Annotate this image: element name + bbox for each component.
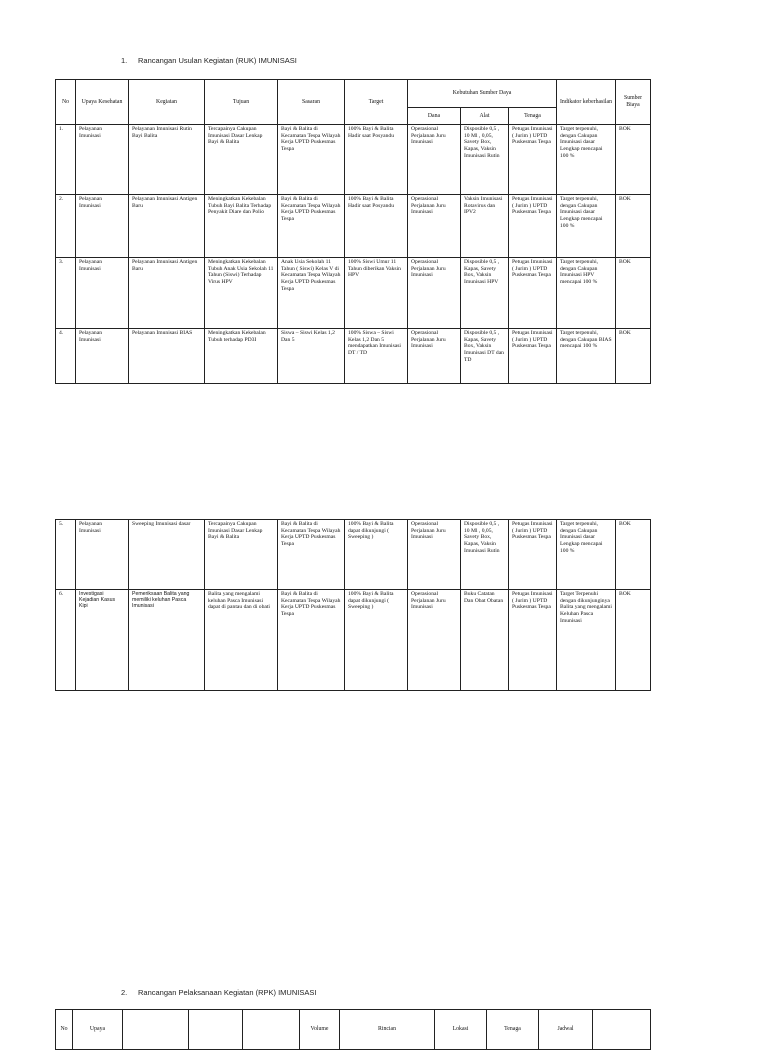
cell-dana: Operasional Perjalanan Juru Imunisasi	[408, 520, 461, 590]
cell-target: 100% Bayi & Balita Hadir saat Posyandu	[345, 125, 408, 195]
cell-tujuan: Meningkatkan Kekebalan Tubuh Anak Usia Sekolah 11 Tahun (Siswi) Terhadap Virus HPV	[205, 258, 278, 329]
rpk-header-row	[56, 1010, 651, 1050]
rpk-header-rincian: Rincian	[340, 1010, 435, 1050]
header-kegiatan: Kegiatan	[129, 80, 205, 125]
header-dana: Dana	[408, 108, 461, 125]
cell-dana: Operasional Perjalanan Juru Imunisasi	[408, 195, 461, 258]
header-target: Target	[345, 80, 408, 125]
cell-tujuan: Tercapainya Cakupan Imunisasi Dasar Lenkap Bayi & Balita	[205, 520, 278, 590]
cell-kegiatan: Sweeping Imunisasi dasar	[129, 520, 205, 590]
cell-no: 5.	[56, 520, 76, 590]
section-1-number: 1.	[121, 56, 128, 65]
cell-tujuan: Meningkatkan Kekebalan Tubuh Bayi Balita Terhadap Penyakit Diare dan Polio	[205, 195, 278, 258]
cell-upaya: Pelayanan Imunisasi	[76, 125, 129, 195]
cell-tenaga: Petugas Imunisasi ( Jurim ) UPTD Puskesmas Tespa	[509, 590, 557, 691]
cell-kegiatan: Pemeriksaan Balita yang memiliki keluhan Pasca Imunisasi	[129, 590, 205, 691]
cell-tujuan: Tercapainya Cakupan Imunisasi Dasar Lenkap Bayi & Balita	[205, 125, 278, 195]
table-row	[56, 329, 651, 384]
cell-no: 6.	[56, 590, 76, 691]
ruk-table-continued	[55, 519, 651, 691]
header-tenaga: Tenaga	[509, 108, 557, 125]
cell-tujuan: Balita yang mengalami keluhan Pasca Imunisasi dapat di pantau dan di obati	[205, 590, 278, 691]
section-1-title: Rancangan Usulan Kegiatan (RUK) IMUNISASI	[138, 56, 297, 65]
cell-sumber: BOK	[616, 520, 651, 590]
table-row	[56, 195, 651, 258]
cell-alat: Buku Catatan Dan Obat Obatan	[461, 590, 509, 691]
section-2-title: Rancangan Pelaksanaan Kegiatan (RPK) IMUNISASI	[138, 988, 317, 997]
cell-upaya: Pelayanan Imunisasi	[76, 195, 129, 258]
header-alat: Alat	[461, 108, 509, 125]
cell-target: 100% Bayi & Balita dapat dikunjungi ( Sweeping )	[345, 520, 408, 590]
cell-sasaran: Bayi & Balita di Kecamatan Tespa Wilayah Kerja UPTD Puskesmas Tespa	[278, 520, 345, 590]
cell-dana: Operasional Perjalanan Juru Imunisasi	[408, 258, 461, 329]
cell-alat: Disposible 0,5 , 10 Ml , 0,05, Savety Box, Kapas, Vaksin Imunisasi Rutin	[461, 520, 509, 590]
cell-indikator: Target terpenuhi, dengan Cakupan Imunisasi HPV mencapai 100 %	[557, 258, 616, 329]
rpk-header-no: No	[56, 1010, 73, 1050]
cell-tenaga: Petugas Imunisasi ( Jurim ) UPTD Puskesmas Tespa	[509, 125, 557, 195]
cell-sasaran: Bayi & Balita di Kecamatan Tespa Wilayah Kerja UPTD Puskesmas Tespa	[278, 195, 345, 258]
table-row	[56, 125, 651, 195]
ruk-table	[55, 79, 651, 384]
cell-kegiatan: Pelayanan Imunisasi BIAS	[129, 329, 205, 384]
table-row	[56, 258, 651, 329]
cell-sumber: BOK	[616, 590, 651, 691]
cell-indikator: Target terpenuhi, dengan Cakupan Imunisasi dasar Lengkap mencapai 100 %	[557, 195, 616, 258]
cell-alat: Disposible 0,5 , Kapas, Savety Box, Vaksin Imunisasi DT dan TD	[461, 329, 509, 384]
cell-dana: Operasional Perjalanan Juru Imunisasi	[408, 329, 461, 384]
cell-sasaran: Bayi & Balita di Kecamatan Tespa Wilayah Kerja UPTD Puskesmas Tespa	[278, 125, 345, 195]
cell-tujuan: Meningkatkan Kekebalan Tubuh terhadap PD3I	[205, 329, 278, 384]
cell-sumber: BOK	[616, 258, 651, 329]
rpk-header-blank	[123, 1010, 189, 1050]
rpk-header-blank	[593, 1010, 651, 1050]
table-header-row	[56, 80, 651, 108]
cell-target: 100% Bayi & Balita dapat dikunjungi ( Sweeping )	[345, 590, 408, 691]
rpk-header-blank	[243, 1010, 300, 1050]
cell-tenaga: Petugas Imunisasi ( Jurim ) UPTD Puskesmas Tespa	[509, 329, 557, 384]
header-kebutuhan: Kebutuhan Sumber Daya	[408, 80, 557, 108]
rpk-header-upaya: Upaya	[73, 1010, 123, 1050]
section-2-number: 2.	[121, 988, 128, 997]
cell-indikator: Target Terpenuhi dengan dikunjunginya Balita yang mengalami Keluhan Pasca Imunisasi	[557, 590, 616, 691]
cell-indikator: Target terpenuhi, dengan Cakupan Imunisasi dasar Lengkap mencapai 100 %	[557, 125, 616, 195]
header-sumber: Sumber Biaya	[616, 80, 651, 125]
cell-no: 4.	[56, 329, 76, 384]
cell-target: 100% Bayi & Balita Hadir saat Posyandu	[345, 195, 408, 258]
header-indikator: Indikator keberhasilan	[557, 80, 616, 125]
cell-upaya: Pelayanan Imunisasi	[76, 258, 129, 329]
cell-indikator: Target terpenuhi, dengan Cakupan BIAS mencapai 100 %	[557, 329, 616, 384]
rpk-header-blank	[189, 1010, 243, 1050]
table-row	[56, 590, 651, 691]
table-row	[56, 520, 651, 590]
cell-sasaran: Anak Usia Sekolah 11 Tahun ( Siswi) Kelas V di Kecamatan Tespa Wilayah Kerja UPTD Puskesmas Tespa	[278, 258, 345, 329]
header-upaya: Upaya Kesehatan	[76, 80, 129, 125]
cell-upaya: Pelayanan Imunisasi	[76, 329, 129, 384]
cell-sumber: BOK	[616, 329, 651, 384]
cell-dana: Operasional Perjalanan Juru Imunisasi	[408, 590, 461, 691]
rpk-header-tenaga: Tenaga	[487, 1010, 539, 1050]
cell-alat: Vaksin Imunisasi Rotavirus dan IPV2	[461, 195, 509, 258]
cell-kegiatan: Pelayanan Imunisasi Antigen Baru	[129, 258, 205, 329]
cell-alat: Disposible 0,5 , Kapas, Savety Box, Vaksin Imunisasi HPV	[461, 258, 509, 329]
cell-sasaran: Bayi & Balita di Kecamatan Tespa Wilayah Kerja UPTD Puskesmas Tespa	[278, 590, 345, 691]
header-tujuan: Tujuan	[205, 80, 278, 125]
rpk-header-lokasi: Lokasi	[435, 1010, 487, 1050]
header-sasaran: Sasaran	[278, 80, 345, 125]
cell-sumber: BOK	[616, 125, 651, 195]
rpk-table	[55, 1009, 651, 1050]
cell-tenaga: Petugas Imunisasi ( Jurim ) UPTD Puskesmas Tespa	[509, 258, 557, 329]
section-1-heading	[121, 56, 297, 65]
section-2-heading	[121, 988, 316, 997]
cell-dana: Operasional Perjalanan Juru Imunisasi	[408, 125, 461, 195]
cell-sasaran: Siswa – Siswi Kelas 1,2 Dan 5	[278, 329, 345, 384]
cell-kegiatan: Pelayanan Imunisasi Rutin Bayi Balita	[129, 125, 205, 195]
cell-alat: Disposible 0,5 , 10 Ml , 0,05, Savety Box, Kapas, Vaksin Imunisasi Rutin	[461, 125, 509, 195]
cell-no: 2.	[56, 195, 76, 258]
cell-target: 100% Siswi Umur 11 Tahun diberikan Vaksin HPV	[345, 258, 408, 329]
cell-sumber: BOK	[616, 195, 651, 258]
cell-no: 1.	[56, 125, 76, 195]
header-no: No	[56, 80, 76, 125]
rpk-header-volume: Volume	[300, 1010, 340, 1050]
cell-kegiatan: Pelayanan Imunisasi Antigen Baru	[129, 195, 205, 258]
cell-upaya: Pelayanan Imunisasi	[76, 520, 129, 590]
cell-target: 100% Siswa – Siswi Kelas 1,2 Dan 5 mendapatkan Imunisasi DT / TD	[345, 329, 408, 384]
cell-upaya: Investigasi Kejadian Kasus Kipi	[76, 590, 129, 691]
rpk-header-jadwal: Jadwal	[539, 1010, 593, 1050]
cell-tenaga: Petugas Imunisasi ( Jurim ) UPTD Puskesmas Tespa	[509, 520, 557, 590]
cell-no: 3.	[56, 258, 76, 329]
cell-tenaga: Petugas Imunisasi ( Jurim ) UPTD Puskesmas Tespa	[509, 195, 557, 258]
cell-indikator: Target terpenuhi, dengan Cakupan Imunisasi dasar Lengkap mencapai 100 %	[557, 520, 616, 590]
